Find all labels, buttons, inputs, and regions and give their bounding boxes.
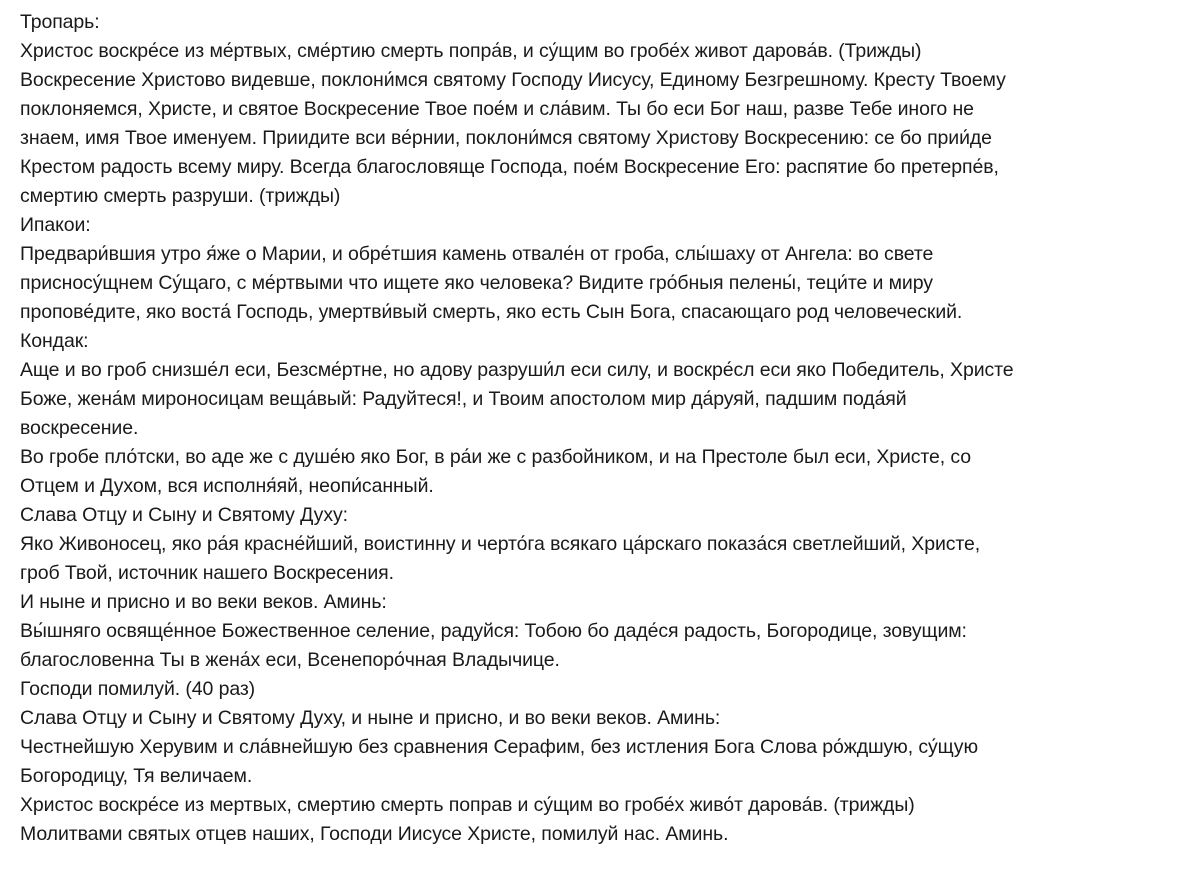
text-line: Воскресение Христово видевше, поклони́мся святому Господу Иисусу, Единому Безгрешному. Кресту Твоему [20, 69, 1006, 91]
text-line: Богородицу, Тя величаем. [20, 765, 253, 787]
text-line: Предвари́вшия утро я́же о Марии, и обре́тшия камень отвале́н от гроба, слы́шаху от Ангела: во свете [20, 243, 934, 265]
text-line: знаем, имя Твое именуем. Приидите вси ве́рнии, поклони́мся святому Христову Воскресению: се бо прии́де [20, 127, 992, 149]
text-line: Яко Живоносец, яко ра́я красне́йший, воистинну и черто́га всякаго ца́рскаго показа́ся светлейший, Христе, [20, 533, 981, 555]
section-heading-kontakion: Кондак: [20, 330, 89, 352]
text-line: Слава Отцу и Сыну и Святому Духу: [20, 504, 348, 526]
text-line: Христос воскре́се из мертвых, смертию смерть поправ и су́щим во гробе́х живо́т дарова́в. (трижды) [20, 794, 915, 816]
text-line: Христос воскре́се из ме́ртвых, сме́ртию смерть попра́в, и су́щим во гробе́х живот дарова́в. (Трижды) [20, 40, 922, 62]
text-line: присносу́щнем Су́щаго, с ме́ртвыми что ищете яко человека? Видите гро́бныя пелены́, теци́те и миру [20, 272, 933, 294]
text-line: благословенна Ты в жена́х еси, Всенепоро́чная Владычице. [20, 649, 560, 671]
text-line: Молитвами святых отцев наших, Господи Иисусе Христе, помилуй нас. Аминь. [20, 823, 729, 845]
text-line: воскресение. [20, 417, 139, 439]
text-line: Честнейшую Херувим и сла́внейшую без сравнения Серафим, без истления Бога Слова ро́ждшую, су́щую [20, 736, 978, 758]
text-line: И ныне и присно и во веки веков. Аминь: [20, 591, 387, 613]
text-line: Аще и во гроб снизше́л еси, Безсме́ртне, но адову разруши́л еси силу, и воскре́сл еси яко Победитель, Христе [20, 359, 1014, 381]
text-line: Отцем и Духом, вся исполня́яй, неопи́санный. [20, 475, 434, 497]
text-line: Боже, жена́м мироносицам веща́вый: Радуйтеся!, и Твоим апостолом мир да́руяй, падшим пода́яй [20, 388, 907, 410]
text-line: смертию смерть разруши. (трижды) [20, 185, 341, 207]
text-line: гроб Твой, источник нашего Воскресения. [20, 562, 394, 584]
text-line: пропове́дите, яко воста́ Господь, умертви́вый смерть, яко есть Сын Бога, спасающаго род человеческий. [20, 301, 963, 323]
text-line: Во гробе пло́тски, во аде же с душе́ю яко Бог, в ра́и же с разбойником, и на Престоле был еси, Христе, со [20, 446, 972, 468]
text-line: Крестом радость всему миру. Всегда благословяще Господа, пое́м Воскресение Его: распятие бо претерпе́в, [20, 156, 999, 178]
section-heading-troparion: Тропарь: [20, 11, 100, 33]
text-line: поклоняемся, Христе, и святое Воскресение Твое пое́м и сла́вим. Ты бо еси Бог наш, разве Тебе иного не [20, 98, 974, 120]
section-heading-ipakoi: Ипакои: [20, 214, 91, 236]
text-line: Слава Отцу и Сыну и Святому Духу, и ныне и присно, и во веки веков. Аминь: [20, 707, 721, 729]
text-line: Вы́шняго освяще́нное Божественное селение, радуйся: Тобою бо даде́ся радость, Богородице, зовущим: [20, 620, 967, 642]
text-line: Господи помилуй. (40 раз) [20, 678, 256, 700]
